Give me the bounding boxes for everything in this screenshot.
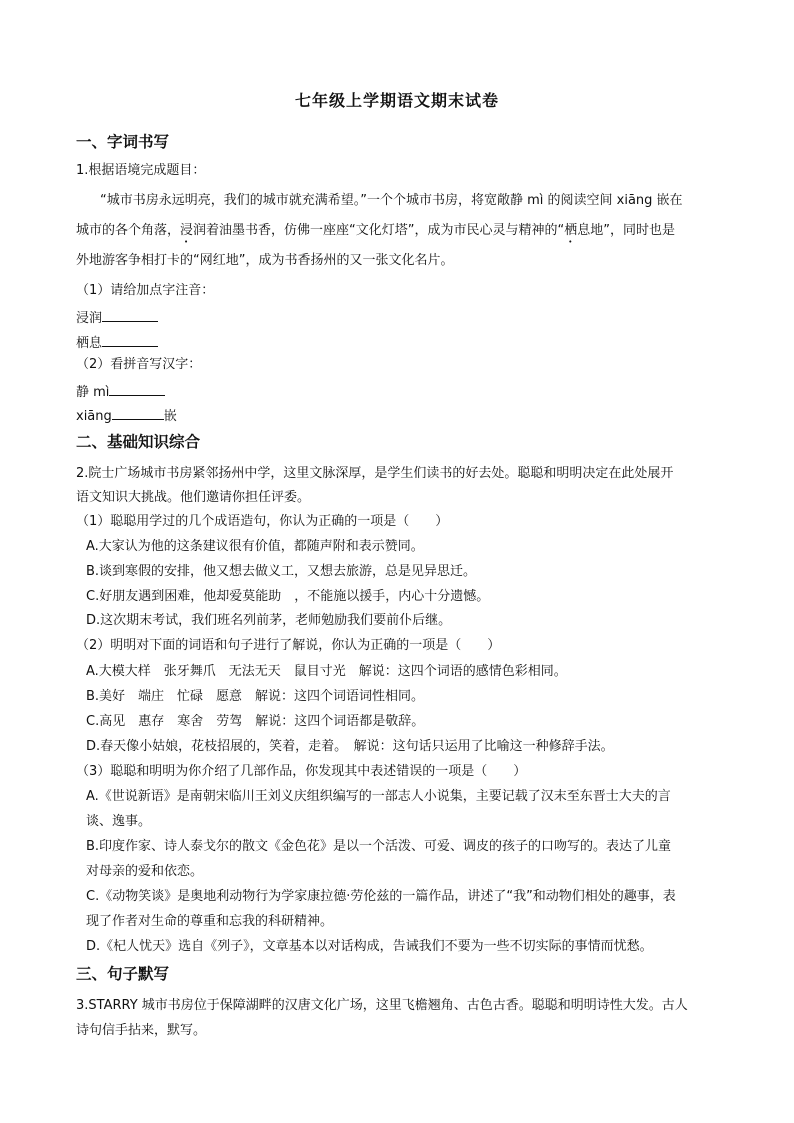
q2-stem-line-2: 语文知识大挑战。他们邀请你担任评委。 bbox=[76, 490, 311, 505]
section-heading-1: 一、字词书写 bbox=[76, 133, 170, 151]
q1-passage-text: 润着油墨书香，仿佛一座座“文化灯塔”，成为市民心灵与精神的“ bbox=[193, 223, 565, 238]
q2-3-option-b-cont: 对母亲的爱和依恋。 bbox=[86, 864, 204, 879]
q1-subquestion-2: （2）看拼音写汉字： bbox=[76, 357, 202, 372]
q2-3-option-a-cont: 谈、逸事。 bbox=[86, 814, 152, 829]
q2-subquestion-2: （2）明明对下面的词语和句子进行了解说，你认为正确的一项是（ ） bbox=[76, 638, 501, 653]
q2-1-option-b[interactable]: B.谈到寒假的安排，他又想去做义工，又想去旅游，总是见异思迁。 bbox=[86, 564, 477, 579]
q1-word-2 bbox=[76, 332, 158, 353]
section-heading-2: 二、基础知识综合 bbox=[76, 433, 201, 451]
dotted-char: 栖 bbox=[564, 223, 578, 238]
q2-2-option-c[interactable]: C.高见 惠存 寒舍 劳驾 解说：这四个词语都是敬辞。 bbox=[86, 714, 425, 729]
q2-1-option-a[interactable]: A.大家认为他的这条建议很有价值，都随声附和表示赞同。 bbox=[86, 539, 424, 554]
q3-stem-line-2: 诗句信手拈来，默写。 bbox=[76, 1023, 207, 1038]
q2-2-option-b[interactable]: B.美好 端庄 忙碌 愿意 解说：这四个词语词性相同。 bbox=[86, 689, 425, 704]
q1-passage-line-1: “城市书房永远明亮，我们的城市就充满希望。”一个个城市书房，将宽敞静 mì 的阅读空间 xiāng 嵌在 bbox=[100, 193, 683, 208]
answer-blank[interactable] bbox=[112, 405, 164, 420]
q2-2-option-a[interactable]: A.大模大样 张牙舞爪 无法无天 鼠目寸光 解说：这四个词语的感情色彩相同。 bbox=[86, 664, 567, 679]
q2-subquestion-1: （1）聪聪用学过的几个成语造句，你认为正确的一项是（ ） bbox=[76, 514, 449, 529]
section-heading-3: 三、句子默写 bbox=[76, 965, 170, 983]
q1-word-3 bbox=[76, 381, 165, 402]
q2-3-option-d[interactable]: D.《杞人忧天》选自《列子》，文章基本以对话构成，告诫我们不要为一些不切实际的事情而忧愁。 bbox=[86, 939, 653, 954]
q1-intro: 1.根据语境完成题目： bbox=[76, 163, 206, 178]
answer-blank[interactable] bbox=[102, 307, 158, 322]
q2-stem-line-1: 2.院士广场城市书房紧邻扬州中学，这里文脉深厚，是学生们读书的好去处。聪聪和明明决定在此处展开 bbox=[76, 466, 674, 481]
q1-word-4 bbox=[76, 405, 177, 426]
q1-word-1 bbox=[76, 307, 158, 328]
q2-3-option-c[interactable]: C.《动物笑谈》是奥地利动物行为学家康拉德·劳伦兹的一篇作品，讲述了“我”和动物们相处的趣事，表 bbox=[86, 889, 676, 904]
q2-subquestion-3: （3）聪聪和明明为你介绍了几部作品，你发现其中表述错误的一项是（ ） bbox=[76, 764, 527, 779]
q3-stem-line-1: 3.STARRY 城市书房位于保障湖畔的汉唐文化广场，这里飞檐翘角、古色古香。聪聪和明明诗性大发。古人 bbox=[76, 998, 688, 1013]
q2-1-option-c[interactable]: C.好朋友遇到困难，他却爱莫能助 ，不能施以援手，内心十分遗憾。 bbox=[86, 589, 490, 604]
q2-1-option-d[interactable]: D.这次期末考试，我们班名列前茅，老师勉励我们要前仆后继。 bbox=[86, 613, 452, 628]
answer-blank[interactable] bbox=[109, 381, 165, 396]
dotted-char: 浸 bbox=[180, 223, 194, 238]
answer-blank[interactable] bbox=[102, 332, 158, 347]
word-label: 栖息 bbox=[76, 336, 103, 351]
exam-title: 七年级上学期语文期末试卷 bbox=[294, 91, 499, 110]
q2-2-option-d[interactable]: D.春天像小姑娘，花枝招展的，笑着，走着。 解说：这句话只运用了比喻这一种修辞手法。 bbox=[86, 739, 614, 754]
word-label: 嵌 bbox=[163, 409, 177, 424]
q1-subquestion-1: （1）请给加点字注音： bbox=[76, 283, 215, 298]
word-label: 浸润 bbox=[76, 311, 103, 326]
q1-passage-text: 息地”，同时也是 bbox=[577, 223, 676, 238]
q1-passage-line-3: 外地游客争相打卡的“网红地”，成为书香扬州的又一张文化名片。 bbox=[76, 253, 454, 268]
q1-passage-text: 城市的各个角落， bbox=[76, 223, 181, 238]
q1-passage-line-2 bbox=[76, 222, 675, 246]
q2-3-option-b[interactable]: B.印度作家、诗人泰戈尔的散文《金色花》是以一个活泼、可爱、调皮的孩子的口吻写的。表达了儿童 bbox=[86, 839, 672, 854]
word-label: xiāng bbox=[76, 409, 112, 424]
q2-3-option-c-cont: 现了作者对生命的尊重和忘我的科研精神。 bbox=[86, 914, 334, 929]
q2-3-option-a[interactable]: A.《世说新语》是南朝宋临川王刘义庆组织编写的一部志人小说集，主要记载了汉末至东晋士大夫的言 bbox=[86, 789, 671, 804]
word-label: 静 mì bbox=[76, 385, 110, 400]
